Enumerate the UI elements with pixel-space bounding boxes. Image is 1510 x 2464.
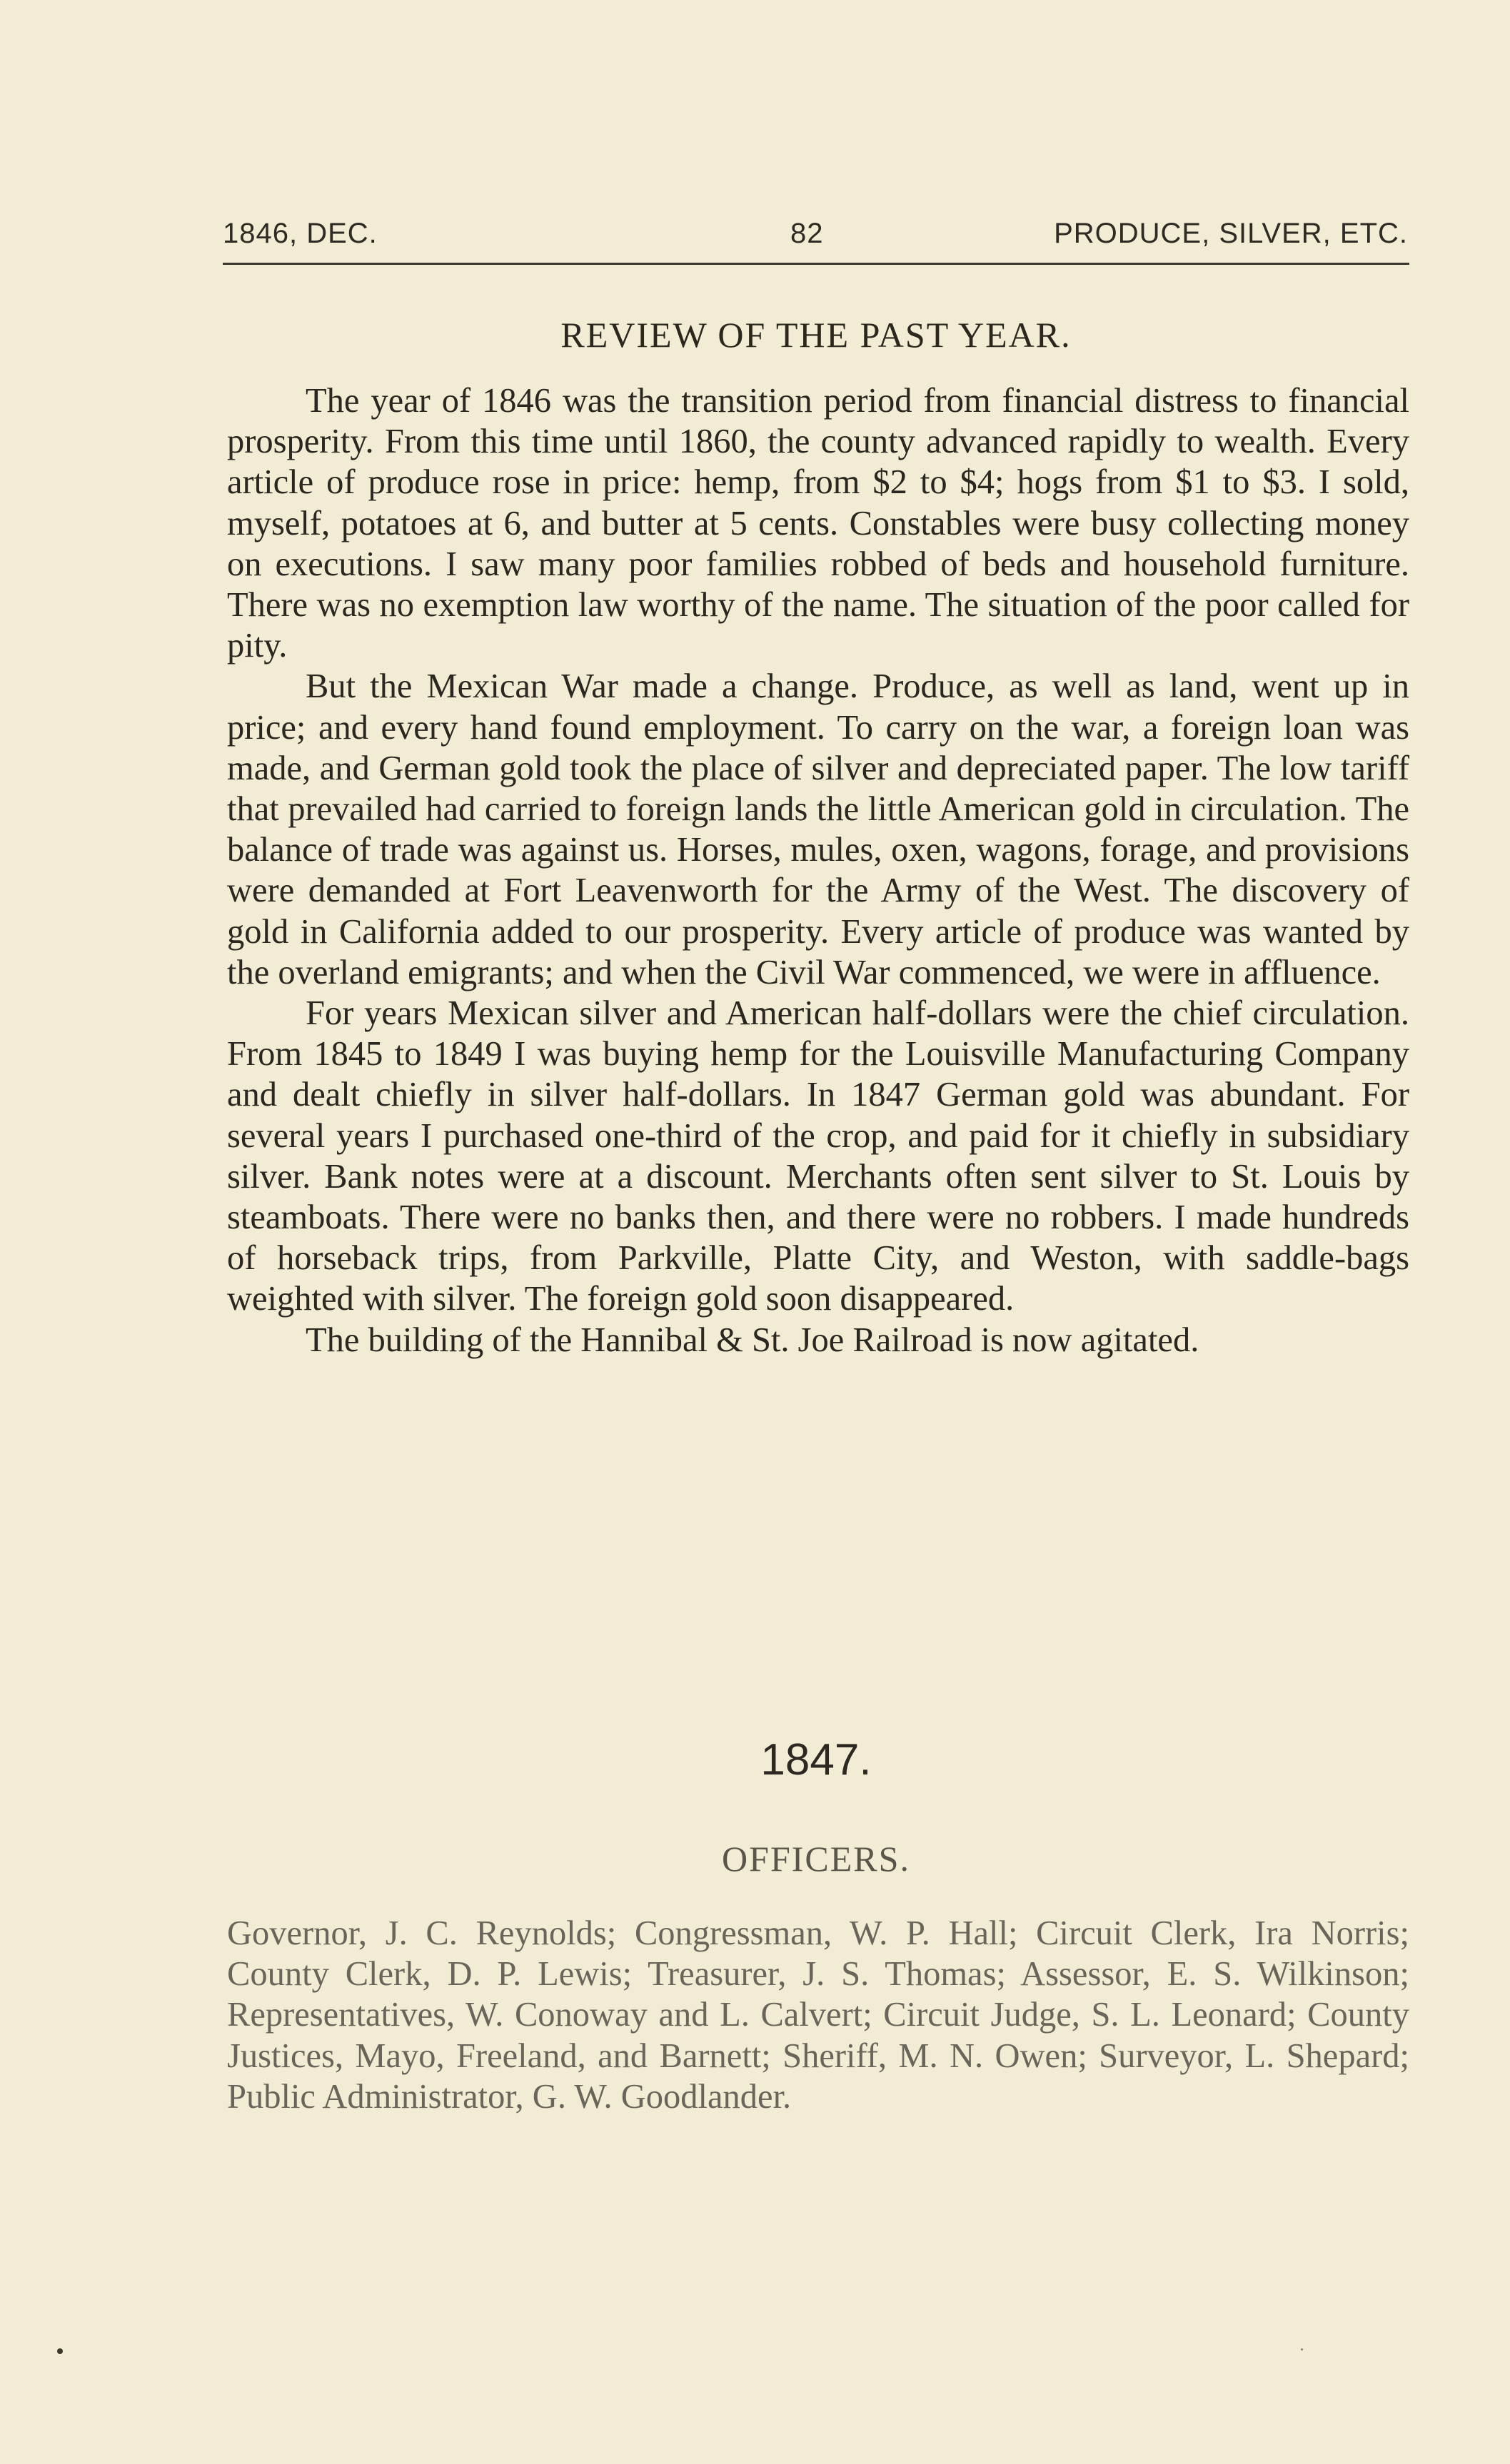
- ink-speck: [57, 2348, 63, 2354]
- review-heading: REVIEW OF THE PAST YEAR.: [560, 315, 1072, 355]
- review-paragraph-2: But the Mexican War made a change. Produce, as well as land, went up in price; and every hand found employment. To carry on the war, a foreign loan was made, and German gold took the place of silver and depreciated paper. The low tariff that prevailed had carried to foreign lands the little American gold in circulation. The balance of trade was against us. Horses, mules, oxen, wagons, forage, and provisions were demanded at Fort Leavenworth for the Army of the West. The discovery of gold in California added to our prosperity. Every article of produce was wanted by the overland emigrants; and when the Civil War commenced, we were in affluence.: [227, 667, 1409, 991]
- running-header: [223, 218, 1408, 258]
- year-heading: 1847.: [760, 1735, 872, 1784]
- header-rule: [223, 263, 1409, 265]
- review-paragraph-4: The building of the Hannibal & St. Joe Railroad is now agitated.: [306, 1321, 1199, 1359]
- header-date: 1846, DEC.: [223, 218, 378, 249]
- ink-speck: [1301, 2348, 1303, 2351]
- review-body: [227, 380, 1409, 1360]
- officers-paragraph: Governor, J. C. Reynolds; Congressman, W. P. Hall; Circuit Clerk, Ira Norris; County Clerk, D. P. Lewis; Treasurer, J. S. Thomas; Assessor, E. S. Wilkinson; Representatives, W. Conoway and L. Calvert; Circuit Judge, S. L. Leonard; County Justices, Mayo, Freeland, and Barnett; Sheriff, M. N. Owen; Surveyor, L. Shepard; Public Administrator, G. W. Goodlander.: [227, 1914, 1409, 2116]
- officers-list: [227, 1913, 1409, 2117]
- review-paragraph-1: The year of 1846 was the transition period from financial distress to financial prosperity. From this time until 1860, the county advanced rapidly to wealth. Every article of produce rose in price: hemp, from $2 to $4; hogs from $1 to $3. I sold, myself, potatoes at 6, and butter at 5 cents. Constables were busy collecting money on executions. I saw many poor families robbed of beds and household furniture. There was no exemption law worthy of the name. The situation of the poor called for pity.: [227, 382, 1409, 665]
- page-number: 82: [790, 218, 824, 249]
- header-section-title: PRODUCE, SILVER, ETC.: [1054, 218, 1408, 249]
- review-paragraph-3: For years Mexican silver and American half-dollars were the chief circulation. From 1845 to 1849 I was buying hemp for the Louisville Manufacturing Company and dealt chiefly in silver half-dollars. In 1847 German gold was abundant. For several years I purchased one-third of the crop, and paid for it chiefly in subsidiary silver. Bank notes were at a discount. Merchants often sent silver to St. Louis by steamboats. There were no banks then, and there were no robbers. I made hundreds of horseback trips, from Parkville, Platte City, and Weston, with saddle-bags weighted with silver. The foreign gold soon disappeared.: [227, 994, 1409, 1318]
- officers-heading: OFFICERS.: [722, 1839, 910, 1879]
